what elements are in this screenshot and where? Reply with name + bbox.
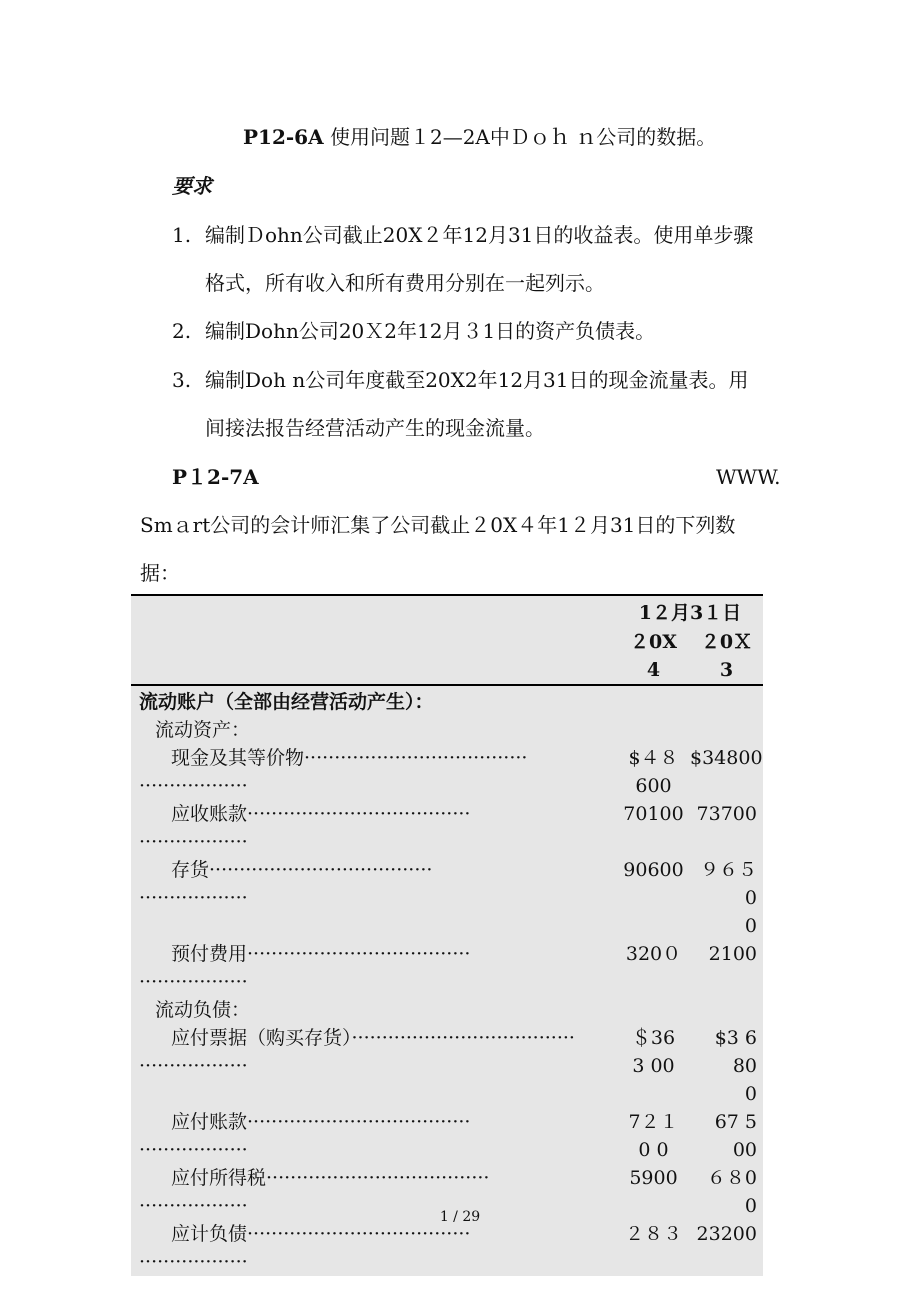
table-row: [131, 744, 763, 800]
asset-row-value-20x4: 70100: [617, 800, 690, 856]
liability-row-value-20x3: 23200: [690, 1220, 763, 1276]
col-header-20x4: ２0X 4: [617, 628, 690, 685]
table-row: [131, 1024, 763, 1108]
problem-id: P12-6A: [243, 125, 324, 149]
subheading-current-liabilities: 流动负债：: [131, 996, 617, 1024]
req-item-1-line1: 编制Ｄohn公司截止20X２年12月31日的收益表。使用单步骤: [205, 223, 754, 247]
section-current-accounts: 流动账户（全部由经营活动产生）：: [131, 685, 617, 716]
subheading-current-assets: 流动资产：: [131, 716, 617, 744]
blank: [617, 685, 690, 716]
header-blank: [131, 596, 617, 628]
blank: [690, 996, 763, 1024]
table-row: [131, 1108, 763, 1164]
liability-row-value-20x4: ＄36 3 00: [617, 1024, 690, 1108]
requirements-heading: 要求: [172, 174, 212, 198]
asset-row-label: 现金及其等价物····································· ··················: [131, 744, 617, 800]
page-number: 1 / 29: [439, 1209, 481, 1225]
problem2-text-line2: 据：: [140, 561, 180, 585]
liability-row-value-20x4: ２８３: [617, 1220, 690, 1276]
liability-row-value-20x4: 7２１ 0 0: [617, 1108, 690, 1164]
asset-row-value-20x3: ９６５0 0: [690, 856, 763, 940]
liability-row-label: 应付票据（购买存货）····································· ··················: [131, 1024, 617, 1108]
liability-row-value-20x3: $3 6 80 0: [690, 1024, 763, 1108]
col-header-20x3: ２0Ｘ 3: [690, 628, 763, 685]
problem2-id: P１2-7A: [172, 465, 259, 489]
header-date: 1２月3１日: [617, 596, 763, 628]
problem2-text-line1: Smａrt公司的会计师汇集了公司截止２0X４年1２月31日的下列数: [140, 513, 736, 537]
req-item-1-line2: 格式，所有收入和所有费用分别在一起列示。: [205, 271, 605, 295]
req-item-3-num: 3.: [172, 368, 192, 392]
table-row: [131, 856, 763, 940]
req-item-2-line1: 编制Dohn公司20Ｘ2年12月３1日的资产负债表。: [205, 319, 656, 343]
asset-row-value-20x4: $４８ 600: [617, 744, 690, 800]
asset-row-label: 预付费用····································· ··················: [131, 940, 617, 996]
asset-row-value-20x3: 73700: [690, 800, 763, 856]
req-item-3-line1: 编制Doh n公司年度截至20X2年12月31日的现金流量表。用: [205, 368, 749, 392]
liability-row-label: 应付所得税····································· ··················: [131, 1164, 617, 1220]
asset-row-value-20x3: 2100: [690, 940, 763, 996]
liability-row-value-20x3: 67 5 00: [690, 1108, 763, 1164]
asset-row-value-20x4: 320０: [617, 940, 690, 996]
req-item-2-num: 2.: [172, 319, 192, 343]
liability-row-label: 应计负债····································· ··················: [131, 1220, 617, 1276]
blank: [690, 685, 763, 716]
liability-row-label: 应付账款····································· ··················: [131, 1108, 617, 1164]
asset-row-label: 应收账款····································· ··················: [131, 800, 617, 856]
req-item-3-line2: 间接法报告经营活动产生的现金流量。: [205, 416, 545, 440]
liability-row-value-20x3: ６８0 0: [690, 1164, 763, 1220]
asset-row-value-20x4: 90600: [617, 856, 690, 940]
table-row: [131, 1220, 763, 1276]
table-row: [131, 940, 763, 996]
header-blank: [131, 628, 617, 685]
blank: [617, 996, 690, 1024]
table-row: [131, 800, 763, 856]
asset-row-value-20x3: $34800: [690, 744, 763, 800]
problem-heading: [243, 124, 716, 150]
blank: [617, 716, 690, 744]
liability-row-value-20x4: 5900: [617, 1164, 690, 1220]
asset-row-label: 存货····································· ··················: [131, 856, 617, 940]
req-item-1-num: 1.: [172, 223, 192, 247]
problem2-www: WWW.: [716, 465, 781, 489]
problem-text: 使用问题１2—2A中Ｄｏｈ ｎ公司的数据。: [323, 125, 717, 149]
blank: [690, 716, 763, 744]
